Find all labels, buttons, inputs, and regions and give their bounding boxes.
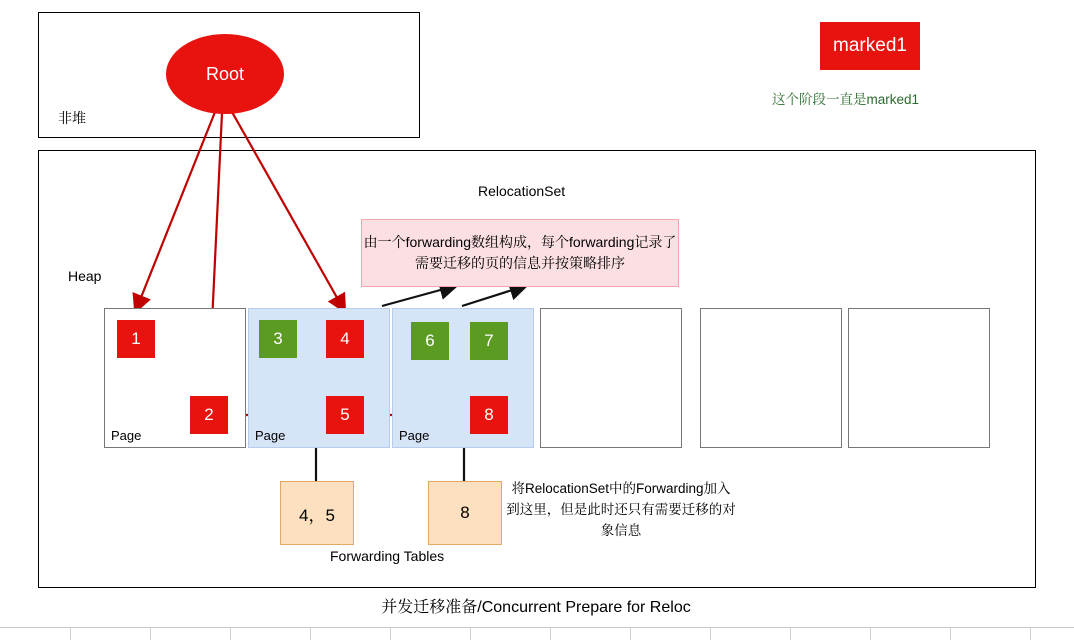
marked-note: 这个阶段一直是marked1 <box>772 92 920 107</box>
forwarding-table-value: 4，5 <box>299 505 335 525</box>
heap-label: Heap <box>68 268 102 284</box>
object-label: 4 <box>340 329 350 348</box>
object-label: 1 <box>131 329 141 348</box>
relocationset-callout <box>361 219 679 287</box>
object-label: 6 <box>425 331 435 350</box>
forwarding-table-value: 8 <box>460 503 470 522</box>
object-label: 7 <box>484 331 494 350</box>
root-label: Root <box>205 63 245 84</box>
bottom-ruler <box>0 627 1074 640</box>
object-label: 2 <box>204 405 214 424</box>
root-node <box>166 34 284 114</box>
forwarding-table-1 <box>280 481 354 545</box>
object-label: 8 <box>484 405 494 424</box>
diagram-caption: 并发迁移准备/Concurrent Prepare for Reloc <box>381 599 691 616</box>
object-3 <box>259 320 297 358</box>
page-label: Page <box>255 428 286 443</box>
callout-text: 由一个forwarding数组构成，每个forwarding记录了需要迁移的页的信息并按策略排序 <box>363 234 677 271</box>
marked-badge <box>820 22 920 70</box>
object-6 <box>411 322 449 360</box>
page-6 <box>848 308 990 448</box>
object-1 <box>117 320 155 358</box>
object-8 <box>470 396 508 434</box>
forwarding-table-2 <box>428 481 502 545</box>
page-5 <box>700 308 842 448</box>
non-heap-label: 非堆 <box>58 110 86 126</box>
object-label: 3 <box>273 329 283 348</box>
forwarding-tables-label: Forwarding Tables <box>330 548 445 564</box>
page-label: Page <box>111 428 142 443</box>
object-label: 5 <box>340 405 350 424</box>
page-4 <box>540 308 682 448</box>
object-5 <box>326 396 364 434</box>
object-4 <box>326 320 364 358</box>
object-2 <box>190 396 228 434</box>
relocationset-label: RelocationSet <box>478 183 566 199</box>
marked-badge-label: marked1 <box>833 35 907 56</box>
object-7 <box>470 322 508 360</box>
forwarding-note: 将RelocationSet中的Forwarding加入到这里，但是此时还只有需要迁移的对象信息 <box>506 481 736 538</box>
page-label: Page <box>399 428 430 443</box>
